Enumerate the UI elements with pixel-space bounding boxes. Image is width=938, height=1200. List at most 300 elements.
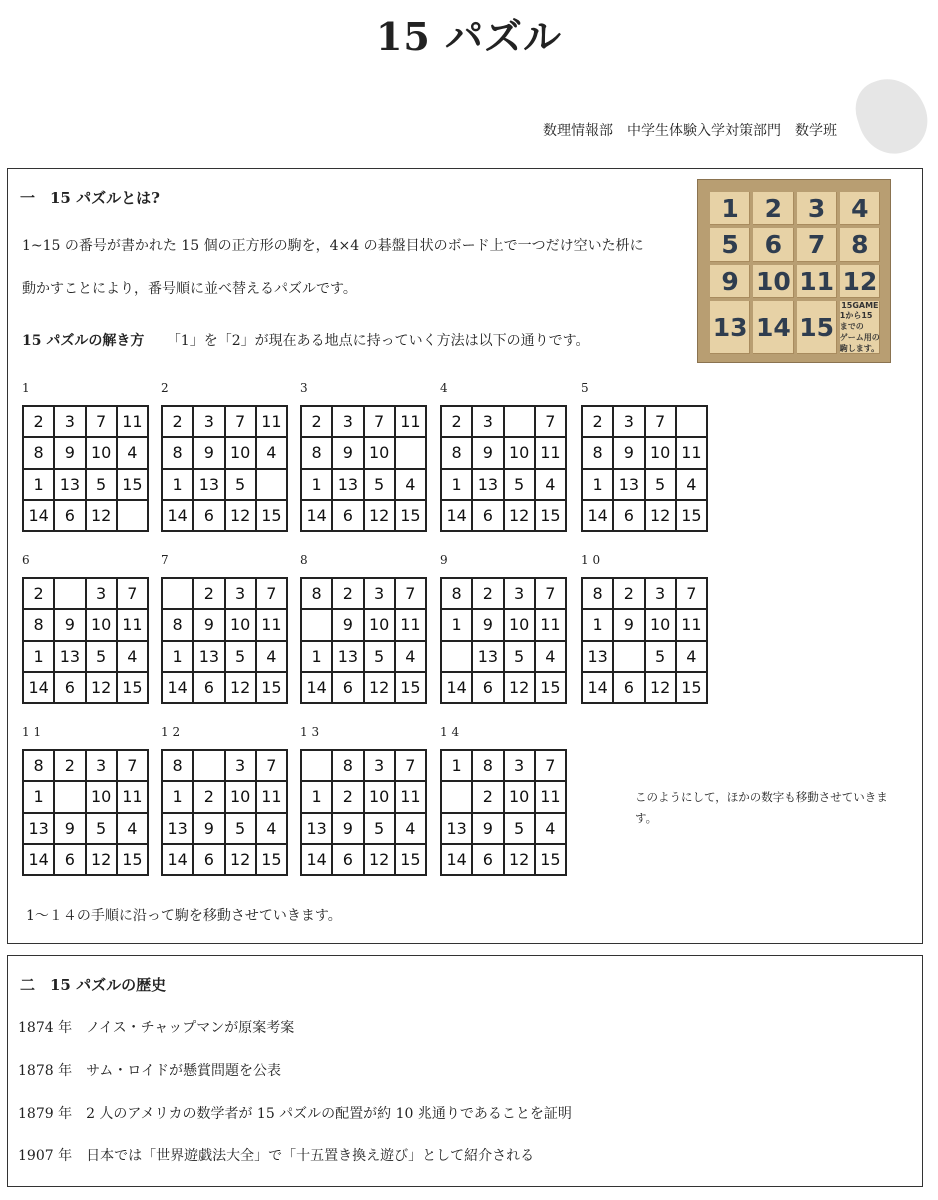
steps-footer: 1～１４の手順に沿って駒を移動させていきます。 [26,908,342,924]
board-cell: 12 [86,672,117,703]
board-cell: 10 [504,781,535,812]
board-cell: 10 [225,609,256,640]
board-cell: 8 [162,750,193,781]
board-cell: 3 [193,406,224,437]
board-cell: 14 [23,844,54,875]
board-cell: 5 [504,469,535,500]
board-cell: 15 [117,672,148,703]
board-cell: 11 [117,406,148,437]
board-cell: 7 [645,406,676,437]
board-cell: 1 [301,469,332,500]
board-cell: 15 [535,672,566,703]
board-cell: 5 [504,813,535,844]
board-cell: 2 [162,406,193,437]
board-cell: 6 [472,672,503,703]
puzzle-board [300,405,427,532]
board-cell: 5 [645,469,676,500]
board-cell: 10 [86,781,117,812]
section-history [7,955,923,1187]
photo-tile: 1 [710,192,750,225]
board-cell: 11 [535,609,566,640]
puzzle-board [161,405,288,532]
board-cell: 11 [535,781,566,812]
step-number: 1 1 [22,725,42,739]
board-cell: 7 [395,578,426,609]
board-cell: 6 [613,672,644,703]
board-cell: 2 [472,781,503,812]
board-cell: 11 [256,609,287,640]
method-label: 15 パズルの解き方 [22,333,145,349]
photo-tile: 13 [710,301,750,354]
empty-cell [301,609,332,640]
board-cell: 13 [332,469,363,500]
step-number: 5 [581,381,589,395]
board-cell: 2 [23,578,54,609]
board-cell: 9 [472,813,503,844]
board-cell: 5 [504,641,535,672]
board-cell: 2 [441,406,472,437]
board-cell: 2 [332,781,363,812]
board-cell: 6 [472,500,503,531]
board-cell: 1 [162,781,193,812]
puzzle-board [300,577,427,704]
step-11 [22,725,149,876]
board-cell: 10 [504,437,535,468]
photo-label-line: ゲーム用の駒します。 [839,332,880,353]
empty-cell [441,641,472,672]
board-cell: 9 [613,609,644,640]
empty-cell [117,500,148,531]
board-cell: 11 [117,781,148,812]
step-8 [300,553,427,704]
board-cell: 8 [472,750,503,781]
board-cell: 4 [676,641,707,672]
step-6 [22,553,149,704]
board-cell: 1 [441,750,472,781]
board-cell: 1 [441,469,472,500]
board-cell: 3 [645,578,676,609]
board-cell: 7 [256,578,287,609]
board-cell: 1 [582,609,613,640]
board-cell: 9 [472,609,503,640]
board-cell: 9 [54,813,85,844]
board-cell: 13 [193,641,224,672]
board-cell: 5 [364,641,395,672]
board-cell: 9 [54,437,85,468]
board-cell: 8 [582,437,613,468]
board-cell: 14 [582,672,613,703]
board-cell: 12 [364,844,395,875]
step-number: 1 0 [581,553,601,567]
board-cell: 11 [676,609,707,640]
board-cell: 14 [23,672,54,703]
board-cell: 6 [54,672,85,703]
photo-tile: 15 [797,301,837,354]
board-cell: 3 [364,750,395,781]
board-cell: 4 [117,813,148,844]
step-number: 1 3 [300,725,320,739]
board-cell: 14 [441,844,472,875]
board-cell: 10 [504,609,535,640]
board-cell: 10 [645,609,676,640]
board-cell: 10 [645,437,676,468]
board-cell: 3 [332,406,363,437]
board-cell: 11 [117,609,148,640]
step-number: 1 [22,381,30,395]
board-cell: 7 [86,406,117,437]
board-cell: 11 [395,781,426,812]
empty-cell [256,469,287,500]
history-item-1907: 1907 年 日本では「世界遊戯法大全」で「十五置き換え遊び」として紹介される [18,1148,535,1164]
board-cell: 9 [193,609,224,640]
section2-heading: 二 15 パズルの歴史 [20,976,167,994]
board-cell: 10 [225,437,256,468]
board-cell: 6 [613,500,644,531]
step-1 [22,381,149,532]
board-cell: 4 [117,641,148,672]
board-cell: 3 [225,578,256,609]
board-cell: 8 [162,609,193,640]
photo-label-tile [840,301,880,354]
empty-cell [301,750,332,781]
step-number: 7 [161,553,169,567]
photo-tile: 11 [797,265,837,298]
board-cell: 14 [162,844,193,875]
board-cell: 12 [645,500,676,531]
board-cell: 4 [256,437,287,468]
section1-para2: 動かすことにより，番号順に並べ替えるパズルです。 [22,281,357,297]
board-cell: 14 [582,500,613,531]
board-cell: 9 [472,437,503,468]
empty-cell [613,641,644,672]
board-cell: 14 [301,500,332,531]
board-cell: 1 [441,609,472,640]
photo-tiles [710,192,880,354]
board-cell: 7 [117,578,148,609]
board-cell: 6 [54,500,85,531]
board-cell: 6 [193,844,224,875]
board-cell: 12 [225,844,256,875]
board-cell: 4 [395,813,426,844]
board-cell: 1 [582,469,613,500]
board-cell: 15 [395,500,426,531]
step-number: 2 [161,381,169,395]
board-cell: 13 [54,641,85,672]
board-cell: 13 [23,813,54,844]
board-cell: 8 [162,437,193,468]
board-cell: 10 [364,609,395,640]
board-cell: 7 [364,406,395,437]
photo-tile: 10 [753,265,793,298]
board-cell: 1 [301,641,332,672]
board-cell: 14 [23,500,54,531]
board-cell: 6 [472,844,503,875]
photo-label-line: 15GAME [841,300,879,310]
note-text: このようにして，ほかの数字も移動させていきます。 [635,790,888,825]
board-cell: 13 [301,813,332,844]
photo-label-line: 1から15までの [839,310,873,331]
photo-tile: 5 [710,228,750,261]
board-cell: 15 [676,672,707,703]
board-cell: 5 [364,813,395,844]
board-cell: 2 [332,578,363,609]
board-cell: 4 [535,813,566,844]
empty-cell [441,781,472,812]
photo-tile: 7 [797,228,837,261]
section1-para1: 1~15 の番号が書かれた 15 個の正方形の駒を，4×4 の碁盤目状のボード上で一つだけ空いた枡に [22,238,644,254]
page-title: 15 パズル [375,14,563,59]
board-cell: 13 [472,469,503,500]
board-cell: 10 [364,781,395,812]
board-cell: 9 [613,437,644,468]
photo-tile: 2 [753,192,793,225]
board-cell: 13 [54,469,85,500]
board-cell: 2 [23,406,54,437]
board-cell: 8 [301,437,332,468]
history-item-1879: 1879 年 2 人のアメリカの数学者が 15 パズルの配置が約 10 兆通りであることを証明 [18,1106,572,1122]
board-cell: 15 [395,844,426,875]
board-cell: 12 [364,500,395,531]
board-cell: 3 [86,578,117,609]
board-cell: 10 [225,781,256,812]
board-cell: 3 [472,406,503,437]
board-cell: 5 [86,641,117,672]
photo-tile: 14 [753,301,793,354]
board-cell: 5 [225,813,256,844]
step-number: 3 [300,381,308,395]
board-cell: 12 [86,844,117,875]
board-cell: 3 [613,406,644,437]
board-cell: 6 [332,672,363,703]
board-cell: 15 [535,844,566,875]
section-what-is [7,168,923,944]
board-cell: 4 [535,641,566,672]
board-cell: 8 [332,750,363,781]
step-5 [581,381,708,532]
history-item-1878: 1878 年 サム・ロイドが懸賞問題を公表 [18,1063,281,1079]
board-cell: 7 [676,578,707,609]
board-cell: 11 [256,781,287,812]
board-cell: 15 [117,469,148,500]
empty-cell [162,578,193,609]
board-cell: 2 [193,578,224,609]
board-cell: 12 [504,844,535,875]
empty-cell [395,437,426,468]
board-cell: 12 [504,500,535,531]
history-item-1874: 1874 年 ノイス・チャップマンが原案考案 [18,1020,295,1036]
board-cell: 4 [395,469,426,500]
board-cell: 15 [395,672,426,703]
board-cell: 7 [535,406,566,437]
board-cell: 6 [332,500,363,531]
board-cell: 13 [613,469,644,500]
board-cell: 2 [613,578,644,609]
board-cell: 10 [86,609,117,640]
board-cell: 10 [364,437,395,468]
board-cell: 15 [535,500,566,531]
board-cell: 9 [332,609,363,640]
step-number: 1 4 [440,725,460,739]
board-cell: 13 [472,641,503,672]
board-cell: 15 [117,844,148,875]
step-7 [161,553,288,704]
puzzle-board [440,749,567,876]
empty-cell [54,578,85,609]
board-cell: 8 [441,578,472,609]
board-cell: 4 [117,437,148,468]
puzzle-photo [697,179,891,363]
step-12 [161,725,288,876]
board-cell: 14 [441,500,472,531]
board-cell: 13 [332,641,363,672]
photo-tile: 6 [753,228,793,261]
board-cell: 3 [364,578,395,609]
empty-cell [676,406,707,437]
step-2 [161,381,288,532]
photo-tile: 4 [840,192,880,225]
board-cell: 2 [582,406,613,437]
board-cell: 3 [504,578,535,609]
photo-tile: 3 [797,192,837,225]
board-cell: 3 [86,750,117,781]
board-cell: 14 [162,672,193,703]
board-cell: 5 [364,469,395,500]
board-cell: 15 [256,672,287,703]
board-cell: 12 [86,500,117,531]
photo-tile: 8 [840,228,880,261]
board-cell: 8 [23,750,54,781]
board-cell: 3 [54,406,85,437]
photo-tile: 12 [840,265,880,298]
step-number: 9 [440,553,448,567]
board-cell: 4 [256,813,287,844]
step-number: 8 [300,553,308,567]
board-cell: 4 [256,641,287,672]
board-cell: 3 [225,750,256,781]
board-cell: 1 [23,469,54,500]
puzzle-board [22,405,149,532]
board-cell: 7 [535,750,566,781]
board-cell: 13 [441,813,472,844]
board-cell: 14 [441,672,472,703]
board-cell: 6 [193,500,224,531]
board-cell: 8 [23,437,54,468]
board-cell: 9 [332,813,363,844]
board-cell: 3 [504,750,535,781]
board-cell: 6 [54,844,85,875]
puzzle-board [581,405,708,532]
board-cell: 5 [225,469,256,500]
board-cell: 15 [256,844,287,875]
board-cell: 5 [225,641,256,672]
puzzle-board [22,577,149,704]
puzzle-board [161,577,288,704]
board-cell: 11 [256,406,287,437]
puzzle-board [22,749,149,876]
step-9 [440,553,567,704]
board-cell: 6 [332,844,363,875]
redacted-mark [848,69,936,162]
board-cell: 15 [256,500,287,531]
board-cell: 8 [441,437,472,468]
board-cell: 14 [162,500,193,531]
board-cell: 12 [225,500,256,531]
board-cell: 7 [117,750,148,781]
board-cell: 15 [676,500,707,531]
board-cell: 1 [23,641,54,672]
step-number: 1 2 [161,725,181,739]
puzzle-board [300,749,427,876]
puzzle-board [161,749,288,876]
board-cell: 4 [676,469,707,500]
board-cell: 5 [86,813,117,844]
board-cell: 8 [23,609,54,640]
board-cell: 14 [301,844,332,875]
board-cell: 10 [86,437,117,468]
step-number: 4 [440,381,448,395]
board-cell: 11 [535,437,566,468]
board-cell: 9 [332,437,363,468]
puzzle-board [581,577,708,704]
step-3 [300,381,427,532]
step-number: 6 [22,553,30,567]
board-cell: 12 [645,672,676,703]
empty-cell [504,406,535,437]
board-cell: 13 [162,813,193,844]
method-text: 「1」を「2」が現在ある地点に持っていく方法は以下の通りです。 [166,333,590,349]
empty-cell [193,750,224,781]
board-cell: 7 [256,750,287,781]
organization-line: 数理情報部 中学生体験入学対策部門 数学班 [543,123,837,139]
board-cell: 8 [301,578,332,609]
step-4 [440,381,567,532]
board-cell: 5 [86,469,117,500]
puzzle-board [440,577,567,704]
board-cell: 1 [23,781,54,812]
board-cell: 2 [193,781,224,812]
board-cell: 7 [395,750,426,781]
photo-tile: 9 [710,265,750,298]
board-cell: 7 [535,578,566,609]
board-cell: 1 [162,469,193,500]
board-cell: 7 [225,406,256,437]
section1-heading: 一 15 パズルとは? [20,189,160,207]
empty-cell [54,781,85,812]
step-10 [581,553,708,704]
board-cell: 6 [193,672,224,703]
board-cell: 9 [193,813,224,844]
board-cell: 9 [54,609,85,640]
board-cell: 2 [472,578,503,609]
board-cell: 5 [645,641,676,672]
board-cell: 11 [395,609,426,640]
board-cell: 13 [193,469,224,500]
board-cell: 12 [504,672,535,703]
board-cell: 11 [395,406,426,437]
board-cell: 13 [582,641,613,672]
step-13 [300,725,427,876]
board-cell: 12 [364,672,395,703]
board-cell: 1 [162,641,193,672]
board-cell: 14 [301,672,332,703]
board-cell: 4 [395,641,426,672]
step-14 [440,725,567,876]
puzzle-board [440,405,567,532]
board-cell: 11 [676,437,707,468]
board-cell: 8 [582,578,613,609]
board-cell: 2 [301,406,332,437]
board-cell: 12 [225,672,256,703]
